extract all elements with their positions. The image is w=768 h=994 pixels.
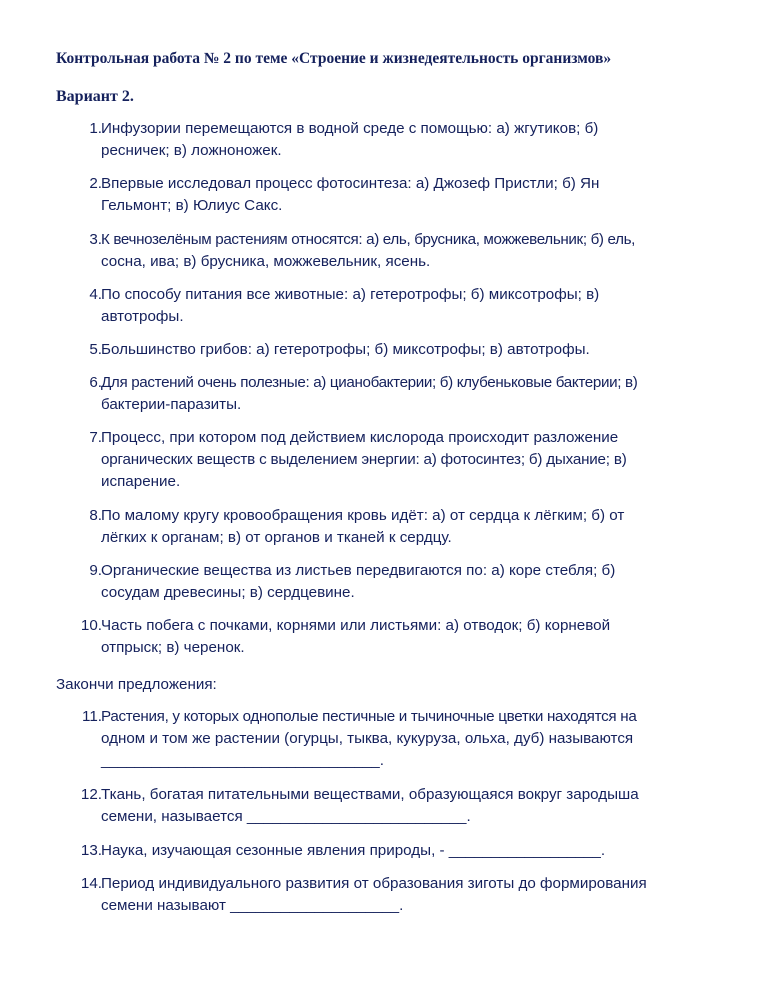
completion-item	[76, 873, 728, 917]
question-text: испарение.	[101, 473, 181, 490]
document-title: Контрольная работа № 2 по теме «Строение и жизнедеятельность организмов»	[56, 50, 612, 67]
answer-blank: _________________________________.	[101, 752, 384, 769]
question-text: семени называют ____________________.	[101, 897, 404, 914]
question-text: одном и том же растении (огурцы, тыква, кукуруза, ольха, дуб) называются	[101, 730, 634, 747]
question-number: 7.	[89, 429, 102, 446]
question-item	[76, 505, 728, 549]
question-number: 3.	[89, 231, 102, 248]
question-number: 9.	[89, 562, 102, 579]
question-item	[76, 284, 728, 328]
question-text: отпрыск; в) черенок.	[101, 639, 245, 656]
question-text: Большинство грибов: а) гетеротрофы; б) миксотрофы; в) автотрофы.	[101, 341, 590, 358]
question-text: сосна, ива; в) брусника, можжевельник, ясень.	[101, 253, 431, 270]
question-text: Инфузории перемещаются в водной среде с помощью: а) жгутиков; б)	[101, 120, 599, 137]
question-text: Растения, у которых однополые пестичные и тычиночные цветки находятся на	[101, 708, 637, 725]
question-item	[76, 615, 728, 659]
question-text: Для растений очень полезные: а) цианобактерии; б) клубеньковые бактерии; в)	[101, 374, 638, 391]
question-text: Гельмонт; в) Юлиус Сакс.	[101, 197, 283, 214]
question-text: сосудам древесины; в) сердцевине.	[101, 584, 355, 601]
question-text: лёгких к органам; в) от органов и тканей к сердцу.	[101, 529, 452, 546]
completion-item	[76, 840, 728, 862]
question-item	[76, 339, 728, 361]
completion-item	[76, 784, 728, 828]
question-text: По малому кругу кровообращения кровь идёт: а) от сердца к лёгким; б) от	[101, 507, 625, 524]
completion-item	[76, 706, 728, 772]
question-text: Наука, изучающая сезонные явления природы, - __________________.	[101, 842, 606, 859]
question-text: По способу питания все животные: а) гетеротрофы; б) миксотрофы; в)	[101, 286, 600, 303]
question-number: 12.	[80, 786, 102, 803]
question-number: 4.	[89, 286, 102, 303]
question-text: автотрофы.	[101, 308, 184, 325]
question-number: 1.	[89, 120, 102, 137]
question-text: Ткань, богатая питательными веществами, образующаяся вокруг зародыша	[101, 786, 639, 803]
section-heading: Закончи предложения:	[56, 676, 217, 693]
question-number: 5.	[89, 341, 102, 358]
question-item	[76, 173, 728, 217]
question-text: К вечнозелёным растениям относятся: а) ель, брусника, можжевельник; б) ель,	[101, 231, 636, 248]
question-number: 2.	[89, 175, 102, 192]
question-item	[76, 372, 728, 416]
question-number: 11.	[82, 708, 102, 725]
question-text: семени, называется __________________________.	[101, 808, 471, 825]
question-text: ресничек; в) ложноножек.	[101, 142, 282, 159]
question-text: Впервые исследовал процесс фотосинтеза: а) Джозеф Пристли; б) Ян	[101, 175, 600, 192]
variant-heading: Вариант 2.	[56, 88, 134, 105]
question-number: 8.	[89, 507, 102, 524]
question-number: 14.	[80, 875, 102, 892]
question-item	[76, 560, 728, 604]
question-text: органических веществ с выделением энергии: а) фотосинтез; б) дыхание; в)	[101, 451, 627, 468]
question-text: Органические вещества из листьев передвигаются по: а) коре стебля; б)	[101, 562, 616, 579]
question-number: 10.	[80, 617, 102, 634]
question-item	[76, 427, 728, 493]
question-text: бактерии-паразиты.	[101, 396, 242, 413]
question-number: 6.	[89, 374, 102, 391]
question-text: Период индивидуального развития от образования зиготы до формирования	[101, 875, 647, 892]
question-item	[76, 118, 728, 162]
question-text: Часть побега с почками, корнями или листьями: а) отводок; б) корневой	[101, 617, 611, 634]
question-item	[76, 229, 728, 273]
question-text: Процесс, при котором под действием кислорода происходит разложение	[101, 429, 619, 446]
question-number: 13.	[80, 842, 102, 859]
